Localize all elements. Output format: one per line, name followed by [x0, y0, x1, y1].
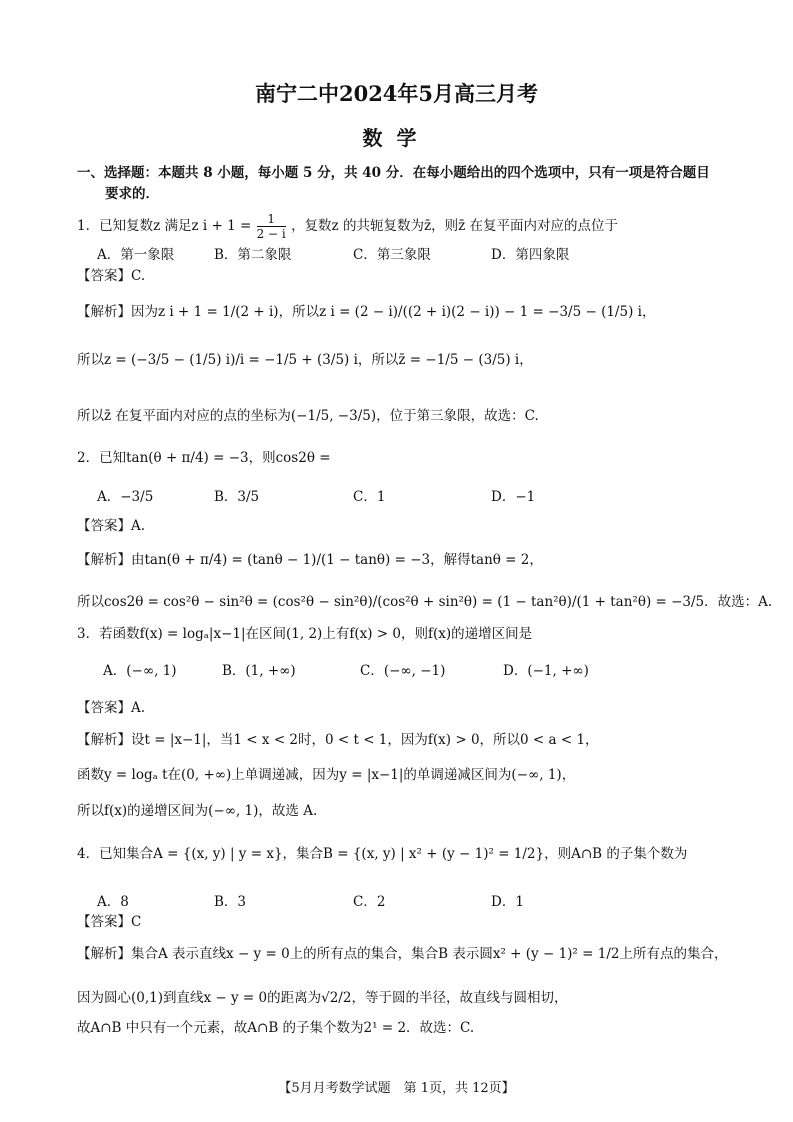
q4-option-b: B．3 — [214, 894, 247, 910]
q4-option-c: C．2 — [353, 894, 386, 910]
q1-option-d: D．第四象限 — [491, 247, 570, 263]
q3-option-a: A．(−∞, 1) — [103, 663, 177, 679]
q2-analysis-line2: 所以cos2θ = cos²θ − sin²θ = (cos²θ − sin²θ)/(cos²θ + sin²θ) = (1 − tan²θ)/(1 + tan²θ) = −3/5．故选：A. — [77, 594, 773, 610]
q4-option-d: D．1 — [491, 894, 524, 910]
q2-answer: 【答案】A. — [77, 518, 146, 534]
q3-analysis-line1: 【解析】设t = |x−1|，当1 < x < 2时，0 < t < 1，因为f(x) > 0，所以0 < a < 1， — [77, 732, 599, 748]
q4-analysis-line2: 因为圆心(0,1)到直线x − y = 0的距离为√2/2，等于圆的半径，故直线与圆相切， — [77, 990, 568, 1006]
q2-stem: 2．已知tan(θ + π/4) = −3，则cos2θ = — [77, 450, 331, 466]
q1-frac-den: 2 − i — [256, 227, 286, 241]
q1-frac-num: 1 — [257, 212, 286, 227]
q3-answer: 【答案】A. — [77, 700, 146, 716]
q4-analysis-line1: 【解析】集合A 表示直线x − y = 0上的所有点的集合，集合B 表示圆x² + (y − 1)² = 1/2上所有点的集合， — [77, 946, 728, 962]
q2-option-b: B．3/5 — [214, 489, 260, 505]
q2-option-d: D．−1 — [491, 489, 536, 505]
q1-stem — [77, 212, 618, 241]
q2-option-c: C．1 — [353, 489, 386, 505]
q1-analysis-line3: 所以z̄ 在复平面内对应的点的坐标为(−1/5, −3/5)，位于第三象限，故选：C. — [77, 408, 539, 424]
q1-option-b: B．第二象限 — [214, 247, 292, 263]
q3-option-b: B．(1, +∞) — [222, 663, 296, 679]
section-heading-line2: 要求的． — [105, 186, 159, 202]
q1-stem-part-b: ，复数z 的共轭复数为z̄，则z̄ 在复平面内对应的点位于 — [291, 218, 618, 234]
q2-option-a: A．−3/5 — [97, 489, 154, 505]
subject-heading: 数学 — [362, 126, 431, 150]
q4-option-a: A．8 — [97, 894, 129, 910]
q1-stem-part-a: 1．已知复数z 满足z i + 1 = — [77, 218, 252, 234]
q3-stem: 3．若函数f(x) = logₐ|x−1|在区间(1, 2)上有f(x) > 0，则f(x)的递增区间是 — [77, 626, 533, 642]
q1-analysis-line2: 所以z = (−3/5 − (1/5) i)/i = −1/5 + (3/5) i，所以z̄ = −1/5 − (3/5) i， — [77, 352, 533, 368]
q1-option-a: A．第一象限 — [97, 247, 175, 263]
q3-option-d: D．(−1, +∞) — [503, 663, 589, 679]
q1-stem-fraction — [257, 212, 286, 241]
q3-analysis-line2: 函数y = logₐ t在(0, +∞)上单调递减，因为y = |x−1|的单调递减区间为(−∞, 1)， — [77, 767, 576, 783]
document-title: 南宁二中2024年5月高三月考 — [254, 81, 539, 106]
q1-analysis-line1: 【解析】因为z i + 1 = 1/(2 + i)，所以z i = (2 − i)/((2 + i)(2 − i)) − 1 = −3/5 − (1/5) i， — [77, 304, 656, 320]
q1-answer: 【答案】C. — [77, 268, 146, 284]
section-heading-line1: 一、选择题：本题共 8 小题，每小题 5 分，共 40 分．在每小题给出的四个选项中，只有一项是符合题目 — [77, 165, 710, 181]
q2-analysis-line1: 【解析】由tan(θ + π/4) = (tanθ − 1)/(1 − tanθ) = −3，解得tanθ = 2， — [77, 552, 543, 568]
page-footer: 【5月月考数学试题 第 1页，共 12页】 — [278, 1081, 515, 1096]
q4-stem: 4．已知集合A = {(x, y) | y = x}，集合B = {(x, y) | x² + (y − 1)² = 1/2}，则A∩B 的子集个数为 — [77, 846, 688, 862]
q3-analysis-line3: 所以f(x)的递增区间为(−∞, 1)，故选 A. — [77, 803, 318, 819]
q3-option-c: C．(−∞, −1) — [360, 663, 446, 679]
q4-analysis-line3: 故A∩B 中只有一个元素，故A∩B 的子集个数为2¹ = 2．故选：C. — [77, 1020, 475, 1036]
q1-option-c: C．第三象限 — [353, 247, 431, 263]
q4-answer: 【答案】C — [77, 914, 142, 930]
